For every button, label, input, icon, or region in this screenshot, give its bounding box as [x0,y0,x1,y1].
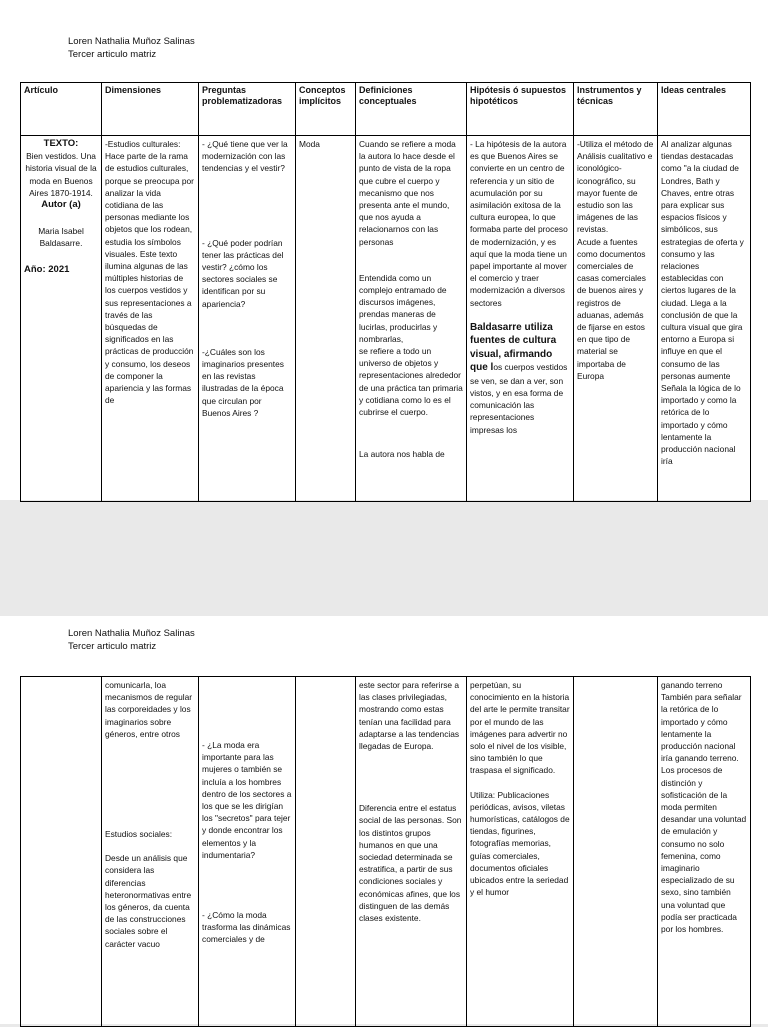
cell-definiciones [356,677,467,1027]
table-header-row [21,83,751,136]
definicion-estatus: Diferencia entre el estatus social de las personas. Son los distintos grupos humanos en que una sociedad determinada se estratifica, a partir de sus condiciones sociales y económicas afines, que los distinguen de las demás clases existente. [359,803,462,924]
autor-value: Maria Isabel Baldasarre. [38,226,84,249]
definicion-2: Entendida como un complejo entramado de discursos imágenes, prendas maneras de lucirlas, producirlas y nombrarlas, [359,272,447,344]
document-subtitle: Tercer articulo matriz [68,640,157,652]
col-header-dimensiones: Dimensiones [102,83,199,136]
hipotesis-emphasis: Baldasarre utiliza fuentes de cultura visual, afirmando que l [470,321,557,374]
instrumento-1: -Utiliza el método de Análisis cualitativo e iconológico-iconográfico, su mayor fuente de estudio son las imágenes de las revistas. [577,139,654,235]
col-header-instrumentos: Instrumentos y técnicas [574,83,658,136]
concepto-moda: Moda [299,139,320,149]
pregunta-1: - ¿Qué tiene que ver la modernización con las tendencias y el vestir? [202,139,288,174]
estudios-sociales-label: Estudios sociales: [105,829,173,840]
pregunta-3: -¿Cuáles son los imaginarios presentes en las revistas ilustradas de la época que circulan por Buenos Aires ? [202,346,284,418]
cell-hipotesis [467,677,574,1027]
cell-hipotesis [467,136,574,502]
cell-dimensiones [102,136,199,502]
definicion-3: se refiere a todo un universo de objetos y representaciones alrededor de una práctica tan primaria y cotidiana como lo es el cubrirse el cuerpo. [359,346,463,418]
cell-preguntas [199,677,296,1027]
col-header-hipotesis: Hipótesis ó supuestos hipotéticos [467,83,574,136]
pregunta-2: - ¿Qué poder podrían tener las prácticas del vestir? ¿cómo los sectores sociales se identifican por su apariencia? [202,237,284,309]
page-header [68,36,195,61]
col-header-definiciones: Definiciones conceptuales [356,83,467,136]
definicion-4: La autora nos habla de [359,449,445,460]
author-name: Loren Nathalia Muñoz Salinas [68,36,195,47]
col-header-ideas: Ideas centrales [658,83,751,136]
cell-ideas [658,677,751,1027]
cell-ideas [658,136,751,502]
matrix-table-continued [20,676,751,1027]
anio-label: Año: 2021 [24,263,70,275]
autor-label: Autor (a) [41,199,81,211]
cell-articulo [21,136,102,502]
hipotesis-2: os cuerpos vestidos se ven, se dan a ver, son vistos, y en esa forma de comunicación las representaciones impresas los [470,362,568,435]
estudios-sociales-text: Desde un análisis que considera las diferencias heteronormativas entre los géneros, da cuenta de las construcciones sociales sobre el carácter vacuo [105,853,192,949]
hipotesis-fuentes: Utiliza: Publicaciones periódicas, avisos, viletas humorísticas, catálogos de tiendas, figurines, fotografías memorias, guías comerciales, documentos oficiales ubicados entre la seriedad y el humor [470,789,570,898]
col-header-preguntas: Preguntas problematizadoras [199,83,296,136]
ideas-text: Al analizar algunas tiendas destacadas como "a la ciudad de Londres, Bath y Chaves, entre otras para explicar sus espacios físicos y simbólicos, sus estrategias de oferta y consumo y las relaciones establecidas con ciertos lugares de la ciudad. Llega a la conclusión de que la cultura visual que gira entorno a Europa si influye en que el consumo de las personas aumente Señala la lógica de lo importado y como la retórica de lo importado y cómo lentamente la producción nacional iría [661,139,744,467]
pregunta-4: - ¿La moda era importante para las mujeres o también se incluía a los hombres dentro de los sectores a los que se les dirigían los "secretos" para tejer y donde encontrar los elementos y la indumentaria? [202,740,292,860]
cell-conceptos [296,136,356,502]
pregunta-5: - ¿Cómo la moda trasforma las dinámicas comerciales y de [202,910,291,945]
cell-definiciones [356,136,467,502]
texto-label: TEXTO: [43,138,79,149]
cell-instrumentos [574,677,658,1027]
cell-conceptos [296,677,356,1027]
col-header-articulo: Artículo [21,83,102,136]
ideas-cont: ganando terreno También para señalar la retórica de lo importado y cómo lentamente la producción nacional iría ganando terreno. Los procesos de distinción y sofisticación de la moda permiten desandar una voluntad de emulación y consumo no solo femenina, como imaginario especializado de su sexo, sino también una voluntad que podía ser practicada por los hombres. [661,680,747,935]
hipotesis-cont: perpetúan, su conocimiento en la historia del arte le permite transitar por el mundo de las imágenes para advertir no solo el nivel de los visible, sino también lo que traspasa el significado. [470,680,570,776]
col-header-conceptos: Conceptos implícitos [296,83,356,136]
cell-instrumentos [574,136,658,502]
page-header [68,628,195,653]
dimensiones-cont: comunicarla, loa mecanismos de regular las corporeidades y los imaginarios sobre géneros, entre otros [105,680,193,739]
definicion-cont: este sector para referirse a las clases privilegiadas, mostrando como estas tenían una facilidad para adaptarse a las tendencias llegadas de Europa. [359,680,460,752]
document-subtitle: Tercer articulo matriz [68,48,157,60]
texto-value: Bien vestidos. Una historia visual de la moda en Buenos Aires 1870-1914. [25,151,97,198]
author-name: Loren Nathalia Muñoz Salinas [68,628,195,639]
document-page-2 [0,616,768,1024]
cell-preguntas [199,136,296,502]
cell-dimensiones [102,677,199,1027]
cell-articulo [21,677,102,1027]
instrumento-2: Acude a fuentes como documentos comerciales de casas comerciales de buenos aires y registros de aduanas, además de fijarse en estos en que tipo de material se importaba de Europa [577,236,646,381]
dimensiones-text: -Estudios culturales: Hace parte de la rama de estudios culturales, porque se preocupa por analizar la vida cotidiana de las personas mediante los objetos que los rodean, estudia los símbolos visuales. Este texto ilumina algunas de las múltiples historias de los cuerpos vestidos y sus representaciones a través de las búsquedas de significados en las prácticas de producción y consumo, los deseos de componer la apariencia y las formas de [105,139,194,406]
document-page-1 [0,0,768,500]
table-row [21,136,751,502]
definicion-1: Cuando se refiere a moda la autora lo hace desde el punto de vista de la ropa que cubre el cuerpo y mecanismo que nos presenta ante el mundo, que nos ayuda a relacionarnos con las personas [359,139,456,247]
table-row [21,677,751,1027]
hipotesis-1: - La hipótesis de la autora es que Buenos Aires se convierte en un centro de referencia y un sitio de acumulación por su asimilación exitosa de la cultura europea, lo que formaba parte del proceso de modernización, y es aquí que la moda tiene un papel importante al mover el comercio y traer modernización a diversos sectores [470,139,568,308]
matrix-table [20,82,751,502]
